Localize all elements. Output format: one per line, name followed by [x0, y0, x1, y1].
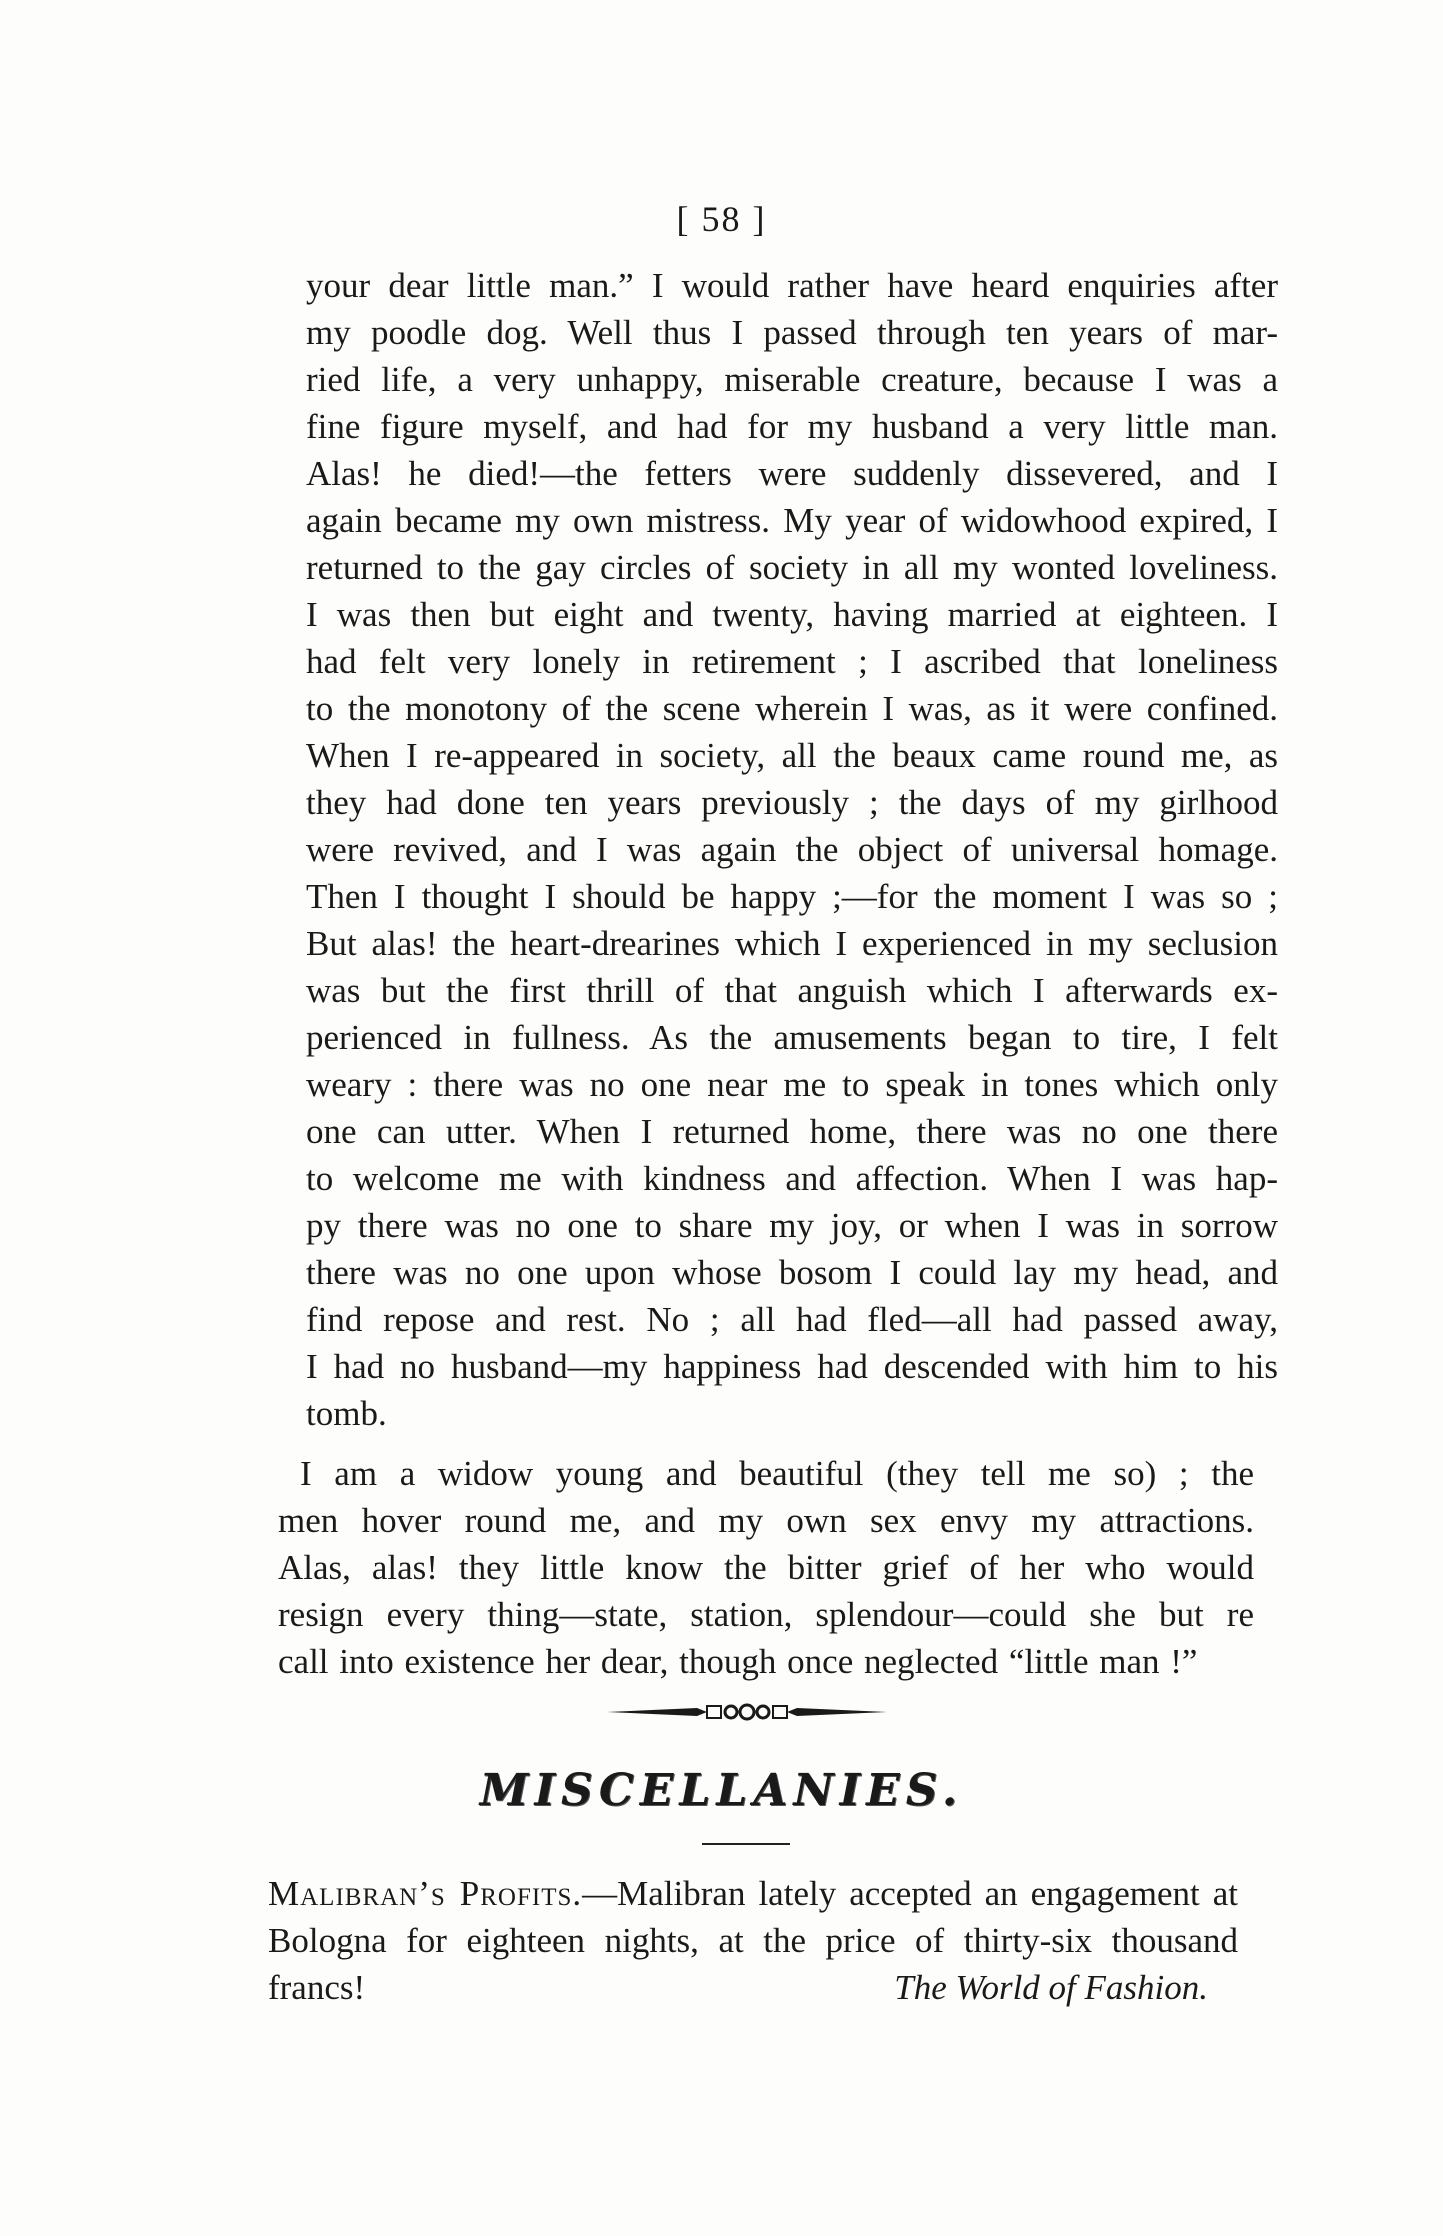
text-line: Alas! he died!—the fetters were suddenly dissevered, and I: [306, 454, 1278, 493]
text-line: When I re-appeared in society, all the beaux came round me, as: [306, 736, 1278, 775]
text-line: perienced in fullness. As the amusements began to tire, I felt: [306, 1018, 1278, 1057]
story-paragraph-2: [278, 1450, 1254, 1685]
text-line: I was then but eight and twenty, having married at eighteen. I: [306, 595, 1278, 634]
text-line: were revived, and I was again the object of universal homage.: [306, 830, 1278, 869]
text-line: men hover round me, and my own sex envy my attractions.: [278, 1501, 1254, 1540]
text-line: to the monotony of the scene wherein I was, as it were confined.: [306, 689, 1278, 728]
item-title: Malibran’s Profits.: [268, 1874, 583, 1913]
paragraph-lines: [306, 262, 1278, 1437]
text-line: fine figure myself, and had for my husband a very little man.: [306, 407, 1278, 446]
text-line: call into existence her dear, though once neglected “little man !”: [278, 1642, 1198, 1681]
item-attribution: The World of Fashion.: [894, 1968, 1208, 2007]
text-line: Then I thought I should be happy ;—for the moment I was so ;: [306, 877, 1278, 916]
text-line: I had no husband—my happiness had descended with him to his: [306, 1347, 1278, 1386]
text-line: your dear little man.” I would rather have heard enquiries after: [306, 266, 1278, 305]
text-line: to welcome me with kindness and affection. When I was hap-: [306, 1159, 1278, 1198]
text-line: But alas! the heart-drearines which I experienced in my seclusion: [306, 924, 1278, 963]
text-line: my poodle dog. Well thus I passed through ten years of mar-: [306, 313, 1278, 352]
text-line: had felt very lonely in retirement ; I ascribed that loneliness: [306, 642, 1278, 681]
paragraph-lines: [278, 1450, 1254, 1685]
text-line: py there was no one to share my joy, or when I was in sorrow: [306, 1206, 1278, 1245]
section-heading: MISCELLANIES.: [479, 1765, 964, 1816]
text-line: I am a widow young and beautiful (they tell me so) ; the: [300, 1454, 1254, 1493]
text-line: ried life, a very unhappy, miserable creature, because I was a: [306, 360, 1278, 399]
text-line: they had done ten years previously ; the days of my girlhood: [306, 783, 1278, 822]
text-line: resign every thing—state, station, splendour—could she but re: [278, 1595, 1254, 1634]
ornamental-divider: [607, 1700, 887, 1724]
text-line: again became my own mistress. My year of widowhood expired, I: [306, 501, 1278, 540]
text-line: weary : there was no one near me to speak in tones which only: [306, 1065, 1278, 1104]
story-paragraph-1: [306, 262, 1278, 1437]
heading-rule: [702, 1843, 790, 1845]
text-line: find repose and rest. No ; all had fled—all had passed away,: [306, 1300, 1278, 1339]
item-text: —Malibran lately accepted an engagement at Bologna for eighteen nights, at the price of thirty-six thousand francs!: [268, 1874, 1238, 2007]
miscellany-item: [268, 1870, 1238, 2011]
text-line: was but the first thrill of that anguish which I afterwards ex-: [306, 971, 1278, 1010]
text-line: one can utter. When I returned home, there was no one there: [306, 1112, 1278, 1151]
text-line: Alas, alas! they little know the bitter grief of her who would: [278, 1548, 1254, 1587]
text-line: tomb.: [306, 1394, 387, 1433]
page-number: [ 58 ]: [676, 199, 767, 239]
text-line: returned to the gay circles of society in all my wonted loveliness.: [306, 548, 1278, 587]
text-line: there was no one upon whose bosom I could lay my head, and: [306, 1253, 1278, 1292]
